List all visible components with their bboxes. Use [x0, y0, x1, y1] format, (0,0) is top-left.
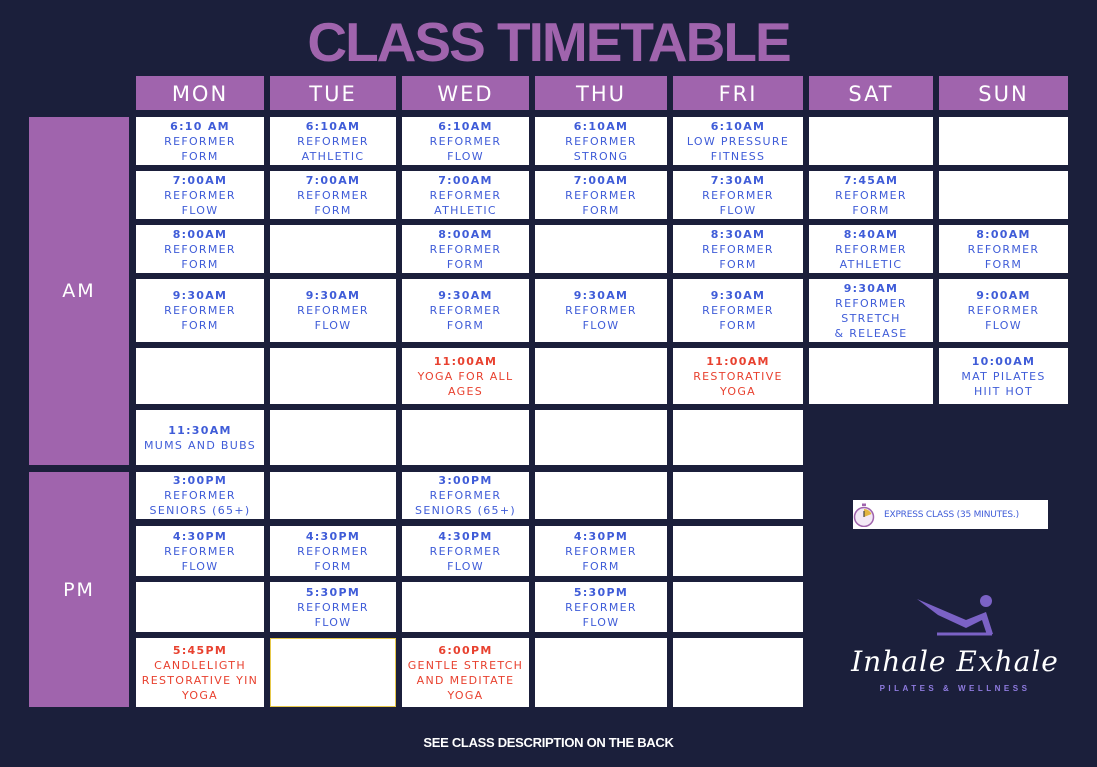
class-slot	[809, 279, 933, 342]
class-slot	[673, 117, 803, 165]
class-name-line: YOGA	[181, 688, 219, 702]
class-name-line: REFORMER	[297, 544, 369, 558]
class-name-line: REFORMER	[967, 242, 1040, 256]
class-time: 10:00AM	[971, 354, 1036, 368]
empty-slot	[673, 638, 803, 707]
class-name-line: FLOW	[314, 319, 352, 332]
class-name-line: RESTORATIVE	[693, 369, 783, 383]
class-name-line: FORM	[181, 319, 219, 332]
class-name-line: YOGA	[447, 688, 484, 702]
class-name-line: ATHLETIC	[301, 149, 365, 163]
class-name-line: REFORMER	[429, 134, 502, 148]
class-name-line: REFORMER	[297, 188, 369, 202]
class-name-line: RESTORATIVE YIN	[141, 673, 259, 687]
class-name-line: MUMS AND BUBS	[143, 438, 257, 452]
class-slot	[136, 117, 264, 165]
class-name-line: REFORMER	[164, 134, 236, 148]
empty-slot	[673, 472, 803, 519]
class-time: 5:45PM	[172, 643, 228, 657]
class-name-line: FLOW	[181, 559, 219, 573]
class-time: 7:30AM	[710, 173, 766, 187]
class-slot	[136, 225, 264, 273]
class-name-line: ATHLETIC	[434, 203, 497, 217]
class-time: 6:10AM	[305, 119, 361, 133]
class-time: 7:00AM	[305, 173, 361, 187]
class-name-line: FORM	[719, 257, 757, 271]
empty-slot	[270, 472, 396, 519]
class-time: 5:30PM	[573, 585, 629, 599]
class-name-line: FLOW	[447, 149, 484, 163]
day-header-fri: FRI	[673, 76, 803, 110]
class-slot	[673, 348, 803, 404]
class-name-line: FORM	[181, 257, 219, 271]
class-name-line: REFORMER	[297, 304, 369, 317]
class-slot	[535, 117, 667, 165]
class-name-line: REFORMER	[835, 296, 907, 310]
class-time: 6:10 AM	[170, 119, 230, 133]
class-slot	[136, 526, 264, 576]
class-slot	[136, 410, 264, 465]
class-time: 11:00AM	[706, 354, 770, 368]
class-time: 9:30AM	[438, 289, 493, 302]
class-time: 11:30AM	[168, 423, 232, 437]
class-slot	[402, 171, 529, 219]
class-slot	[270, 526, 396, 576]
class-name-line: REFORMER	[702, 242, 774, 256]
empty-slot	[535, 638, 667, 707]
class-time: 8:00AM	[976, 227, 1031, 241]
legend-label: EXPRESS CLASS (35 MINUTES.)	[884, 509, 1019, 520]
empty-slot	[402, 410, 529, 465]
class-name-line: FLOW	[181, 203, 219, 217]
class-slot	[402, 225, 529, 273]
class-time: 5:30PM	[305, 585, 361, 599]
footer-note: SEE CLASS DESCRIPTION ON THE BACK	[423, 735, 674, 750]
class-slot	[402, 526, 529, 576]
class-name-line: REFORMER	[565, 304, 637, 317]
class-name-line: FLOW	[719, 203, 757, 217]
class-slot	[939, 225, 1068, 273]
class-name-line: REFORMER	[429, 188, 502, 202]
class-name-line: REFORMER	[429, 242, 502, 256]
class-name-line: REFORMER	[565, 134, 637, 148]
class-name-line: REFORMER	[164, 304, 236, 317]
class-name-line: FLOW	[582, 615, 620, 629]
logo-tagline: PILATES & WELLNESS	[879, 684, 1031, 693]
class-time: 4:30PM	[305, 529, 361, 543]
empty-slot	[136, 582, 264, 632]
class-slot	[270, 171, 396, 219]
class-name-line: REFORMER	[702, 188, 774, 202]
class-name-line: YOGA FOR ALL	[417, 369, 514, 383]
empty-slot	[270, 410, 396, 465]
class-name-line: REFORMER	[164, 242, 236, 256]
empty-slot	[535, 225, 667, 273]
class-name-line: MAT PILATES	[961, 369, 1046, 383]
class-slot	[402, 638, 529, 707]
empty-slot	[535, 348, 667, 404]
class-slot	[402, 348, 529, 404]
class-slot	[535, 526, 667, 576]
class-name-line: SENIORS (65+)	[149, 504, 251, 517]
class-slot	[535, 279, 667, 342]
class-time: 11:00AM	[433, 354, 498, 368]
class-name-line: REFORMER	[429, 544, 502, 558]
class-slot	[402, 117, 529, 165]
class-name-line: REFORMER	[565, 600, 637, 614]
class-slot	[136, 638, 264, 707]
page-title: CLASS TIMETABLE	[307, 11, 790, 73]
class-name-line: & RELEASE	[834, 326, 908, 340]
empty-slot	[136, 348, 264, 404]
class-slot	[809, 171, 933, 219]
empty-slot	[535, 410, 667, 465]
class-slot	[673, 225, 803, 273]
class-slot	[535, 171, 667, 219]
class-name-line: REFORMER	[565, 188, 637, 202]
class-time: 9:30AM	[573, 289, 629, 302]
class-time: 8:30AM	[710, 227, 766, 241]
class-name-line: SENIORS (65+)	[415, 504, 516, 517]
class-name-line: GENTLE STRETCH	[407, 658, 524, 672]
class-name-line: REFORMER	[702, 304, 774, 317]
class-name-line: REFORMER	[429, 489, 502, 502]
class-time: 3:00PM	[438, 474, 493, 487]
class-slot	[535, 582, 667, 632]
class-name-line: STRETCH	[841, 311, 901, 325]
class-time: 6:10AM	[710, 119, 766, 133]
class-name-line: AGES	[448, 384, 483, 398]
class-time: 7:00AM	[172, 173, 228, 187]
day-header-mon: MON	[136, 76, 264, 110]
empty-slot	[270, 638, 396, 707]
class-slot	[136, 472, 264, 519]
class-name-line: REFORMER	[297, 600, 369, 614]
class-time: 6:10AM	[573, 119, 629, 133]
class-slot	[402, 279, 529, 342]
empty-slot	[939, 171, 1068, 219]
class-name-line: FORM	[582, 559, 620, 573]
class-slot	[136, 279, 264, 342]
class-name-line: REFORMER	[967, 304, 1040, 317]
class-name-line: FLOW	[314, 615, 352, 629]
day-header-sun: SUN	[939, 76, 1068, 110]
class-name-line: REFORMER	[429, 304, 502, 317]
class-time: 9:30AM	[305, 289, 361, 302]
class-name-line: FORM	[852, 203, 890, 217]
class-name-line: LOW PRESSURE	[686, 134, 790, 148]
empty-slot	[673, 582, 803, 632]
period-label-am: AM	[29, 117, 129, 465]
period-label-pm: PM	[29, 472, 129, 707]
class-slot	[270, 117, 396, 165]
class-name-line: FORM	[314, 203, 352, 217]
class-name-line: HIIT HOT	[973, 384, 1034, 398]
class-slot	[673, 171, 803, 219]
empty-slot	[535, 472, 667, 519]
class-time: 4:30PM	[438, 529, 493, 543]
class-name-line: FORM	[446, 257, 485, 271]
class-time: 8:00AM	[438, 227, 493, 241]
class-time: 7:45AM	[843, 173, 899, 187]
class-name-line: AND MEDITATE	[416, 673, 515, 687]
class-time: 6:10AM	[438, 119, 493, 133]
express-class-legend	[853, 500, 1048, 529]
empty-slot	[673, 526, 803, 576]
class-name-line: FORM	[446, 319, 485, 332]
class-slot	[270, 582, 396, 632]
class-name-line: ATHLETIC	[839, 257, 903, 271]
class-time: 4:30PM	[573, 529, 629, 543]
class-time: 9:00AM	[976, 289, 1031, 302]
class-name-line: YOGA	[719, 384, 757, 398]
day-header-wed: WED	[402, 76, 529, 110]
day-header-tue: TUE	[270, 76, 396, 110]
stopwatch-icon	[853, 503, 875, 527]
empty-slot	[809, 117, 933, 165]
empty-slot	[939, 117, 1068, 165]
class-name-line: FLOW	[985, 319, 1022, 332]
class-time: 6:00PM	[438, 643, 493, 657]
class-slot	[673, 279, 803, 342]
class-name-line: FORM	[984, 257, 1023, 271]
class-slot	[939, 348, 1068, 404]
empty-slot	[809, 348, 933, 404]
class-time: 9:30AM	[843, 281, 899, 295]
class-name-line: CANDLELIGTH	[154, 658, 246, 672]
class-name-line: REFORMER	[164, 489, 236, 502]
class-time: 9:30AM	[710, 289, 766, 302]
class-time: 9:30AM	[172, 289, 228, 302]
empty-slot	[270, 348, 396, 404]
class-name-line: STRONG	[573, 149, 629, 163]
empty-slot	[402, 582, 529, 632]
class-name-line: REFORMER	[835, 188, 907, 202]
class-name-line: REFORMER	[565, 544, 637, 558]
class-name-line: REFORMER	[164, 188, 236, 202]
class-time: 7:00AM	[438, 173, 493, 187]
class-name-line: FORM	[181, 149, 219, 163]
empty-slot	[673, 410, 803, 465]
class-name-line: REFORMER	[297, 134, 369, 148]
class-time: 3:00PM	[172, 474, 228, 487]
logo-name: Inhale Exhale	[851, 645, 1059, 678]
class-name-line: FLOW	[582, 319, 620, 332]
class-name-line: FORM	[719, 319, 757, 332]
class-slot	[809, 225, 933, 273]
class-slot	[136, 171, 264, 219]
class-time: 4:30PM	[172, 529, 228, 543]
day-header-sat: SAT	[809, 76, 933, 110]
class-time: 8:00AM	[172, 227, 228, 241]
class-name-line: FORM	[314, 559, 352, 573]
day-header-thu: THU	[535, 76, 667, 110]
class-name-line: FLOW	[447, 559, 484, 573]
class-slot	[270, 279, 396, 342]
class-time: 8:40AM	[843, 227, 899, 241]
empty-slot	[270, 225, 396, 273]
class-slot	[402, 472, 529, 519]
class-name-line: REFORMER	[164, 544, 236, 558]
class-name-line: REFORMER	[835, 242, 907, 256]
class-name-line: FITNESS	[710, 149, 766, 163]
class-name-line: FORM	[582, 203, 620, 217]
class-time: 7:00AM	[573, 173, 629, 187]
class-slot	[939, 279, 1068, 342]
